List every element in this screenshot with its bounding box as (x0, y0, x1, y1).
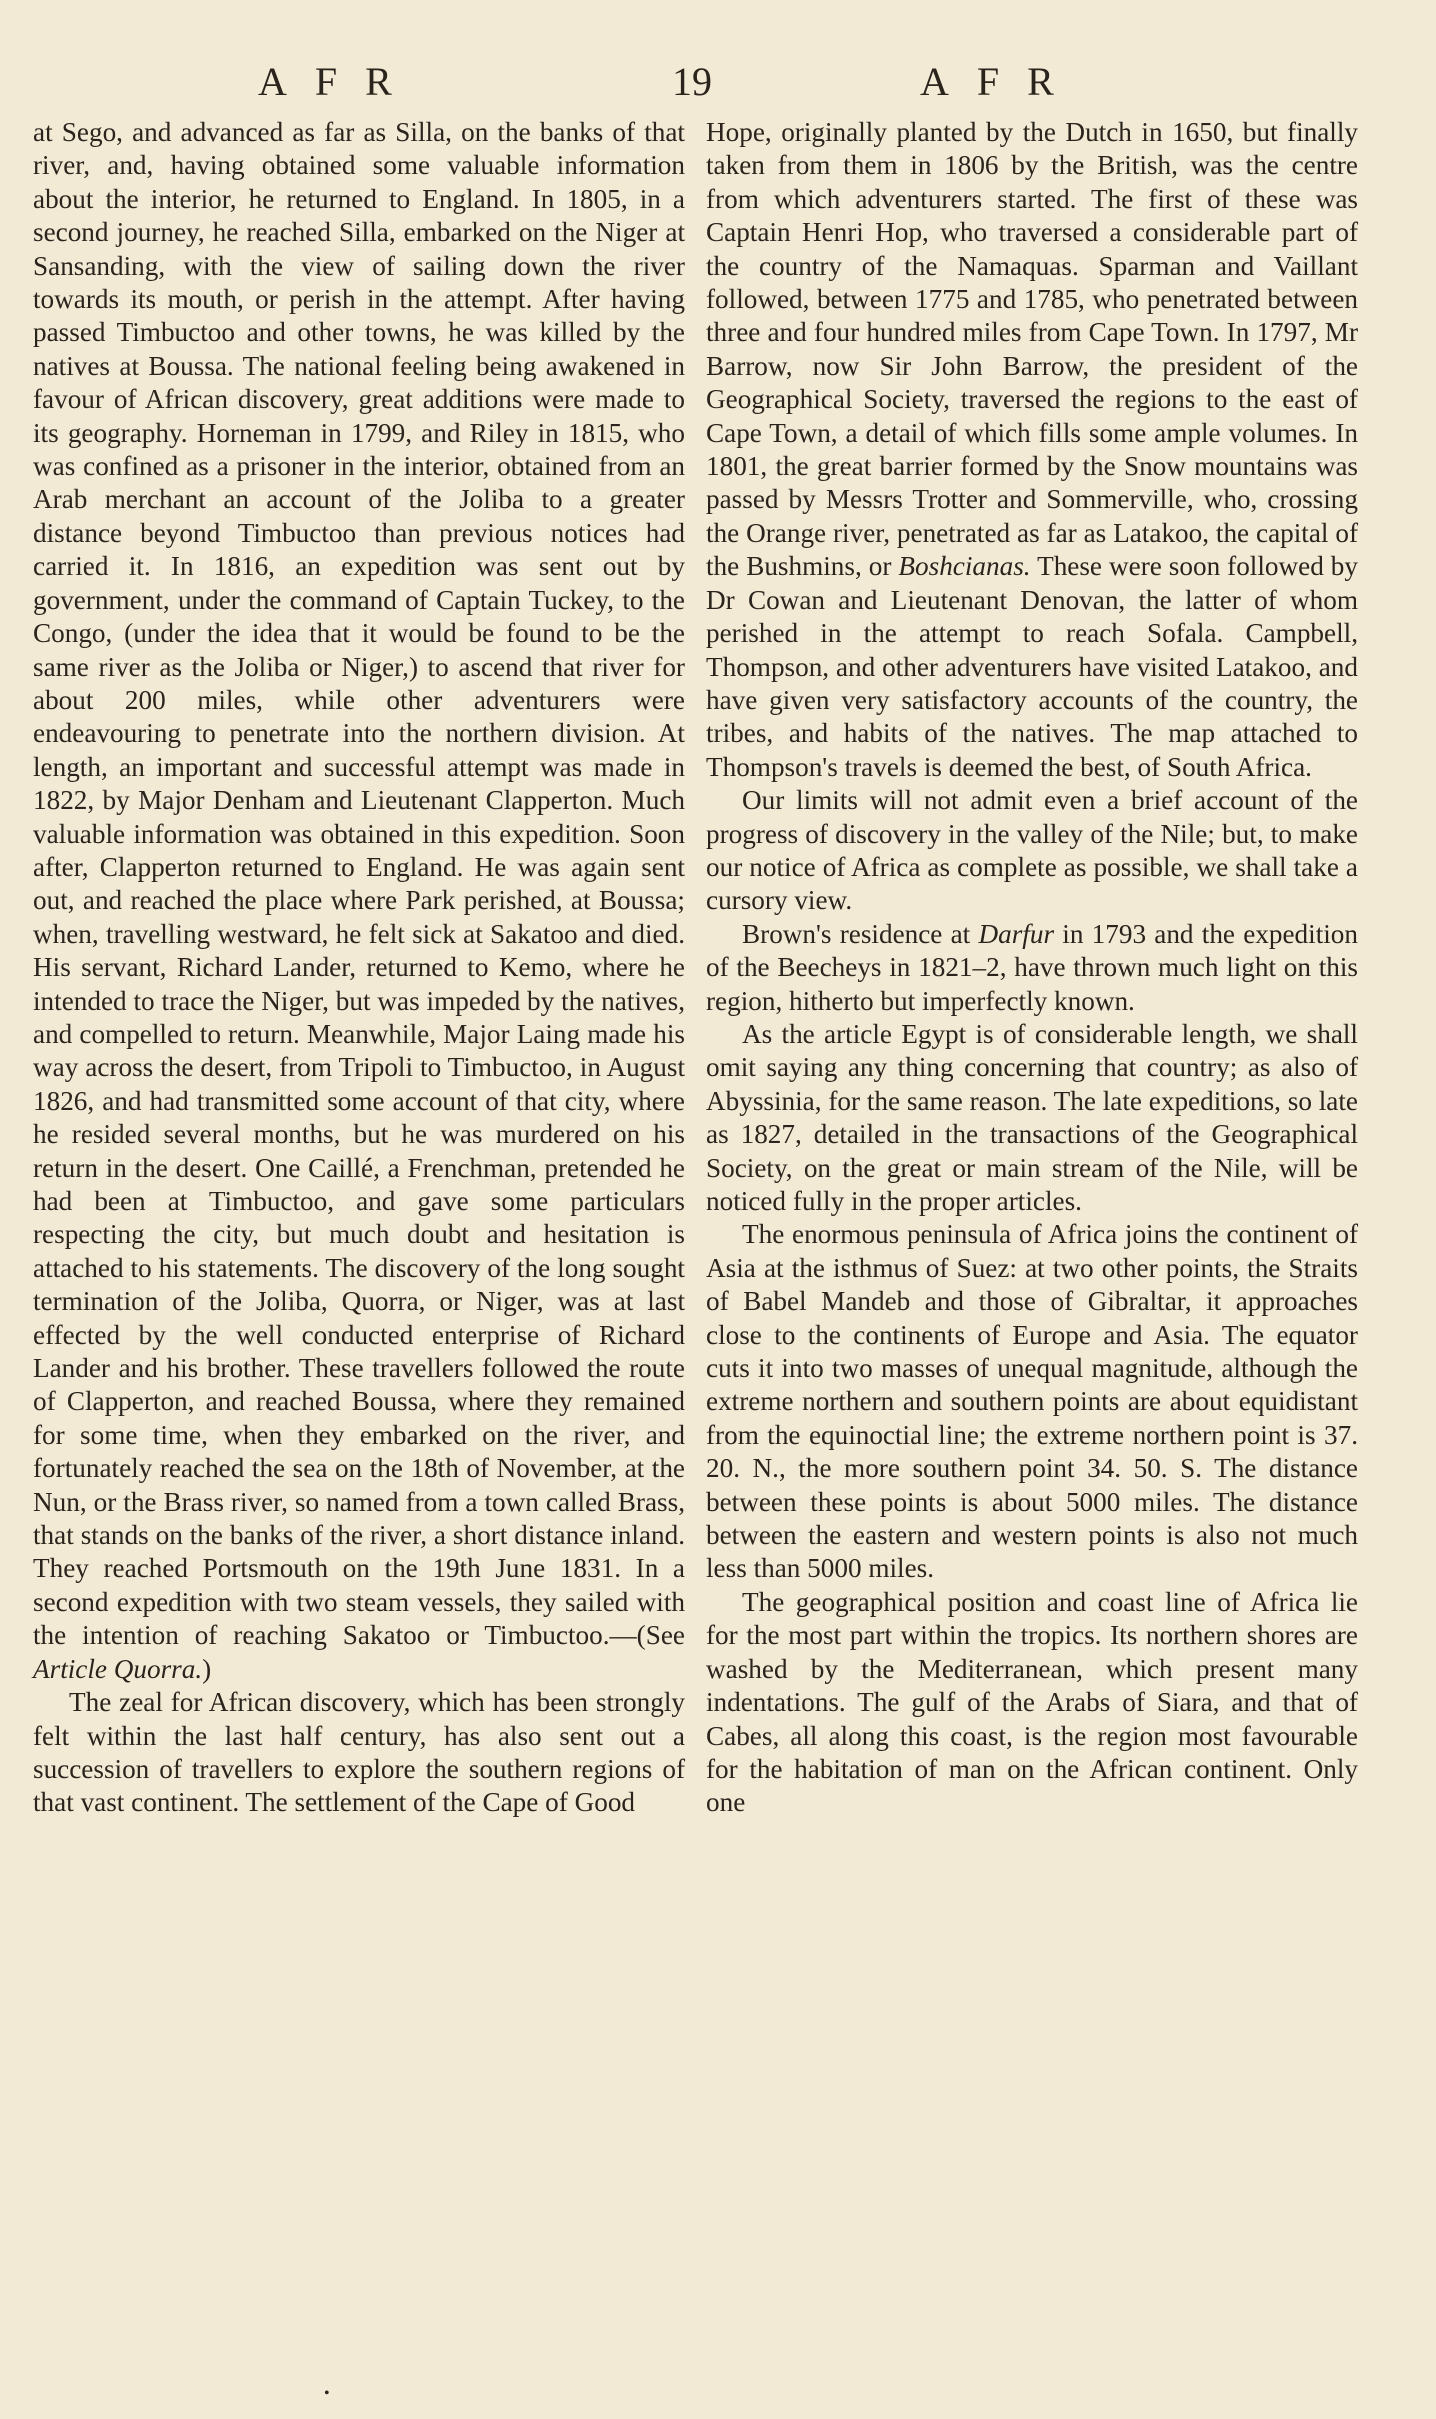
paragraph (706, 116, 1358, 784)
paragraph-text: These were soon followed by Dr Cowan and Lieutenant Denovan, the latter of whom perished in the attempt to reach Sofala. Campbell, Thompson, and other adventurers have visited Latakoo, and have given very satisfactory accounts of the country, the tribes, and habits of the natives. The map attached to Thompson's travels is deemed the best, of South Africa. (706, 551, 1358, 782)
paragraph-text: at Sego, and advanced as far as Silla, on the banks of that river, and, having obtained some valuable information about the interior, he returned to England. In 1805, in a second journey, he reached Silla, embarked on the Niger at Sansanding, with the view of sailing down the river towards its mouth, or perish in the attempt. After having passed Timbuctoo and other towns, he was killed by the natives at Boussa. The national feeling being awakened in favour of African discovery, great additions were made to its geography. Horneman in 1799, and Riley in 1815, who was confined as a prisoner in the interior, obtained from an Arab merchant an account of the Joliba to a greater distance beyond Timbuctoo than previous notices had carried it. In 1816, an expedition was sent out by government, under the command of Captain Tuckey, to the Congo, (under the idea that it would be found to be the same river as the Joliba or Niger,) to ascend that river for about 200 miles, while other adventurers were endeavouring to penetrate into the northern division. At length, an important and successful attempt was made in 1822, by Major Denham and Lieutenant Clapperton. Much valuable information was obtained in this expedition. Soon after, Clapperton returned to England. He was again sent out, and reached the place where Park perished, at Boussa; when, travelling westward, he felt sick at Sakatoo and died. His servant, Richard Lander, returned to Kemo, where he intended to trace the Niger, but was impeded by the natives, and compelled to return. Meanwhile, Major Laing made his way across the desert, from Tripoli to Timbuctoo, in August 1826, and had transmitted some account of that city, where he resided several months, but he was murdered on his return in the desert. One Caillé, a Frenchman, pretended he had been at Timbuctoo, and gave some particulars respecting the city, but much doubt and hesitation is attached to his statements. The discovery of the long sought termination of the Joliba, Quorra, or Niger, was at last effected by the well conducted enterprise of Richard Lander and his brother. These travellers followed the route of Clapperton, and reached Boussa, where they remained for some time, when they embarked on the river, and fortunately reached the sea on the 18th of November, at the Nun, or the Brass river, so named from a town called Brass, that stands on the banks of the river, a short distance inland. They reached Portsmouth on the 19th June 1831. In a second expedition with two steam vessels, they sailed with the intention of reaching Sakatoo or Timbuctoo.—(See (33, 117, 685, 1651)
running-header (0, 52, 1436, 112)
paragraph: The enormous peninsula of Africa joins the continent of Asia at the isthmus of Suez: at two other points, the Straits of Babel Mandeb and those of Gibraltar, it approaches close to the continents of Europe and Asia. The equator cuts it into two masses of unequal magnitude, although the extreme northern and southern points are about equidistant from the equinoctial line; the extreme northern point is 37. 20. N., the more southern point 34. 50. S. The distance between these points is about 5000 miles. The distance between the eastern and western points is also not much less than 5000 miles. (706, 1219, 1358, 1584)
italic-reference: Article Quorra. (33, 1653, 203, 1684)
paragraph-text: ) (202, 1653, 212, 1684)
footer-mark: • (324, 2385, 330, 2402)
paragraph: The geographical position and coast line of Africa lie for the most part within the tropics. Its northern shores are washed by the Mediterranean, which present many indentations. The gulf of the Arabs of Siara, and that of Cabes, all along this coast, is the region most favourable for the habitation of man on the African continent. Only one (706, 1586, 1358, 1818)
right-column (706, 116, 1358, 1820)
header-left-catchword: AFR (258, 59, 420, 104)
page-number: 19 (672, 59, 712, 104)
paragraph: The zeal for African discovery, which has been strongly felt within the last half century, has also sent out a succession of travellers to explore the southern regions of that vast continent. The settlement of the Cape of Good (33, 1687, 685, 1818)
paragraph-text: Hope, originally planted by the Dutch in 1650, but finally taken from them in 1806 by the British, was the centre from which adventurers started. The first of these was Captain Henri Hop, who traversed a considerable part of the country of the Namaquas. Sparman and Vaillant followed, between 1775 and 1785, who penetrated between three and four hundred miles from Cape Town. In 1797, Mr Barrow, now Sir John Barrow, the president of the Geographical Society, traversed the regions to the east of Cape Town, a detail of which fills some ample volumes. In 1801, the great barrier formed by the Snow mountains was passed by Messrs Trotter and Sommerville, who, crossing the Orange river, penetrated as far as Latakoo, the capital of the Bushmins, or (706, 117, 1358, 582)
paragraph-text: in 1793 and the expedition of the Beecheys in 1821–2, have thrown much light on this region, hitherto but imperfectly known. (706, 918, 1358, 1016)
paragraph: As the article Egypt is of considerable length, we shall omit saying any thing concerning that country; as also of Abyssinia, for the same reason. The late expeditions, so late as 1827, detailed in the transactions of the Geographical Society, on the great or main stream of the Nile, will be noticed fully in the proper articles. (706, 1018, 1358, 1216)
paragraph (33, 116, 685, 1686)
italic-place: Darfur (978, 918, 1055, 949)
paragraph (706, 918, 1358, 1018)
paragraph-text: Brown's residence at (742, 918, 979, 949)
header-right-catchword: AFR (920, 59, 1082, 104)
italic-term: Boshcianas. (898, 551, 1031, 582)
left-column (33, 116, 685, 1820)
paragraph: Our limits will not admit even a brief account of the progress of discovery in the valley of the Nile; but, to make our notice of Africa as complete as possible, we shall take a cursory view. (706, 785, 1358, 916)
